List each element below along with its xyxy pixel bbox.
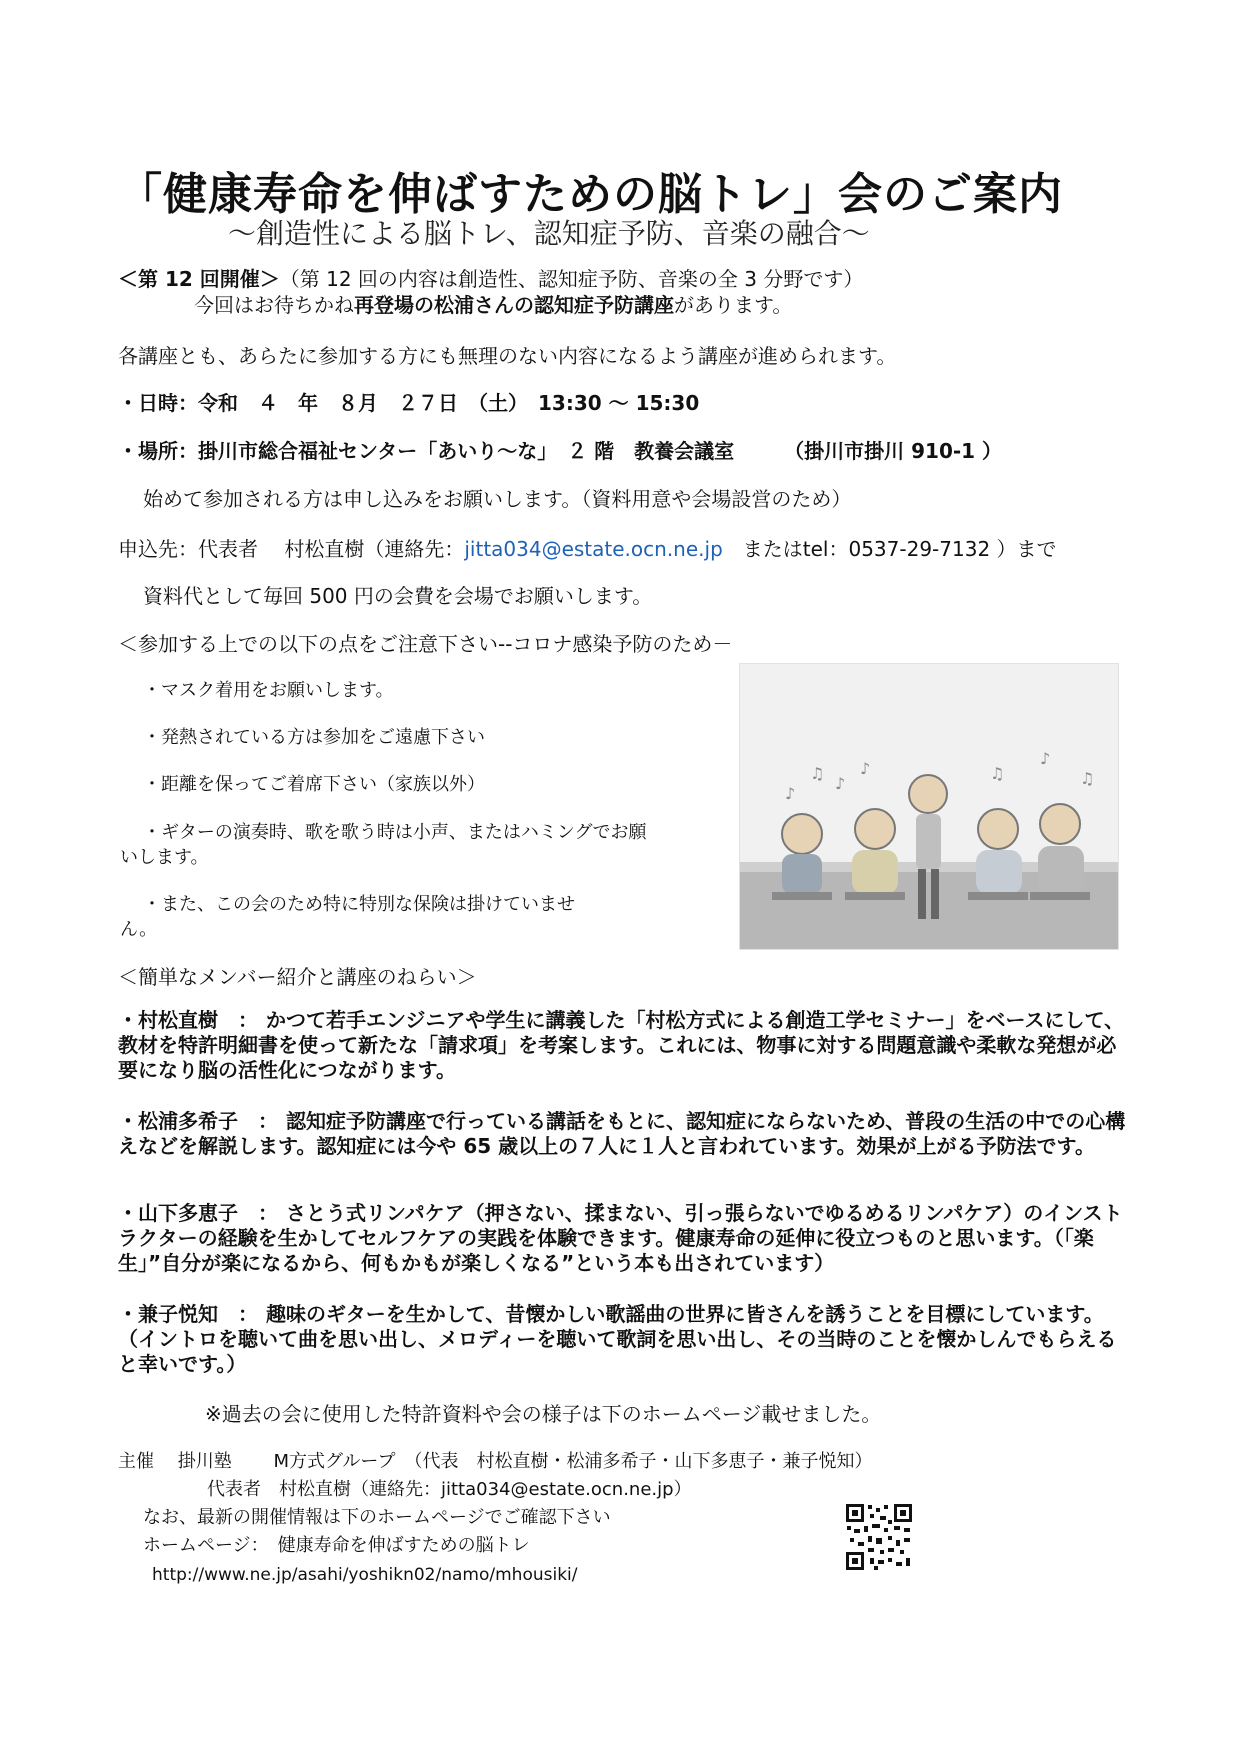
member-intro-1: [118, 1008, 1128, 1083]
homepage-url-link[interactable]: http://www.ne.jp/asahi/yoshikn02/namo/mhousiki/: [152, 1565, 578, 1585]
member-text-2: 認知症予防講座で行っている講話をもとに、認知症にならないため、普段の生活の中での心構えなどを解説します。認知症には今や 65 歳以上の７人に１人と言われています。効果が上がる予防法です。: [118, 1109, 1126, 1158]
svg-text:♪: ♪: [860, 759, 871, 778]
member-intro-3: [118, 1201, 1128, 1276]
members-heading: ＜簡単なメンバー紹介と講座のねらい＞: [118, 965, 477, 989]
latest-info-note: なお、最新の開催情報は下のホームページでご確認下さい: [143, 1507, 611, 1528]
event-place: ・場所：掛川市総合福祉センター「あいり～な」 ２ 階 教養会議室 （掛川市掛川 910-1 ）: [118, 439, 1003, 463]
qr-code: [844, 1502, 914, 1572]
notice-item-distance: ・距離を保ってご着席下さい（家族以外）: [143, 774, 485, 795]
organizer-line: 主催 掛川塾 M方式グループ （代表 村松直樹・松浦多希子・山下多恵子・兼子悦知）: [118, 1451, 873, 1472]
notice-item-guitar-1: ・ギターの演奏時、歌を歌う時は小声、またはハミングでお願: [143, 822, 647, 843]
page-title: 「健康寿命を伸ばすための脳トレ」会のご案内: [118, 169, 1063, 220]
contact-label: 申込先：代表者 村松直樹（連絡先：: [118, 537, 465, 561]
svg-text:♪: ♪: [1040, 749, 1051, 768]
notice-item-insurance-2: ん。: [120, 919, 158, 940]
svg-text:♪: ♪: [785, 784, 796, 803]
event-date: ・日時：令和 ４ 年 ８月 ２７日 （土） 13:30 ～ 15:30: [118, 391, 700, 415]
special-lecture-text-b: があります。: [674, 293, 793, 317]
svg-text:♪: ♪: [835, 774, 846, 793]
member-name-1: ・村松直樹 ：: [118, 1008, 258, 1032]
course-note: 各講座とも、あらたに参加する方にも無理のない内容になるよう講座が進められます。: [118, 344, 897, 368]
notice-heading: ＜参加する上での以下の点をご注意下さい--コロナ感染予防のため－: [118, 632, 733, 656]
member-name-2: ・松浦多希子 ：: [118, 1109, 278, 1133]
special-lecture-text-a: 今回はお待ちかね: [194, 293, 354, 317]
page-subtitle: ～創造性による脳トレ、認知症予防、音楽の融合～: [228, 217, 870, 250]
apply-note: 始めて参加される方は申し込みをお願いします。（資料用意や会場設営のため）: [143, 487, 852, 511]
special-lecture-highlight: 再登場の松浦さんの認知症予防講座: [354, 293, 674, 317]
member-intro-2: [118, 1109, 1128, 1159]
session-description: （第 12 回の内容は創造性、認知症予防、音楽の全 3 分野です）: [279, 267, 864, 291]
member-name-4: ・兼子悦知 ：: [118, 1302, 258, 1326]
member-text-1: かつて若手エンジニアや学生に講義した「村松方式による創造工学セミナー」をベースにして、教材を特許明細書を使って新たな「請求項」を考案します。これには、物事に対する問題意識や柔軟な発想が必要になり脳の活性化につながります。: [118, 1008, 1125, 1082]
notice-item-insurance-1: ・また、この会のため特に特別な保険は掛けていませ: [143, 894, 575, 915]
svg-text:♫: ♫: [810, 764, 825, 783]
past-materials-note: ※過去の会に使用した特許資料や会の様子は下のホームページ載せました。: [205, 1402, 882, 1426]
notice-item-fever: ・発熱されている方は参加をご遠慮下さい: [143, 727, 485, 748]
fee-note: 資料代として毎回 500 円の会費を会場でお願いします。: [143, 584, 653, 608]
special-lecture-line: [194, 289, 792, 318]
singing-group-illustration: [739, 663, 1119, 950]
member-text-3: さとう式リンパケア（押さない、揉まない、引っ張らないでゆるめるリンパケア）のインストラクターの経験を生かしてセルフケアの実践を体験できます。健康寿命の延伸に役立つものと思います。（「楽生」”自分が楽になるから、何もかもが楽しくなる”という本も出されています）: [118, 1201, 1123, 1275]
notice-item-guitar-2: いします。: [120, 847, 209, 868]
svg-text:♫: ♫: [1080, 769, 1095, 788]
session-line: [118, 263, 863, 292]
contact-email-link[interactable]: jitta034@estate.ocn.ne.jp: [464, 537, 723, 561]
member-text-4: 趣味のギターを生かして、昔懐かしい歌謡曲の世界に皆さんを誘うことを目標にしています。（イントロを聴いて曲を思い出し、メロディーを聴いて歌詞を思い出し、その当時のことを懐かしんでもらえると幸いです。）: [118, 1302, 1117, 1376]
contact-line: [118, 533, 1057, 562]
member-name-3: ・山下多恵子 ：: [118, 1201, 278, 1225]
homepage-line: ホームページ： 健康寿命を伸ばすための脳トレ: [143, 1535, 530, 1556]
contact-tel: またはtel：0537-29-7132 ）まで: [722, 537, 1057, 561]
session-number: ＜第 12 回開催＞: [118, 267, 280, 291]
member-intro-4: [118, 1302, 1128, 1377]
svg-text:♫: ♫: [990, 764, 1005, 783]
representative-line: 代表者 村松直樹（連絡先：jitta034@estate.ocn.ne.jp）: [207, 1479, 692, 1500]
notice-item-mask: ・マスク着用をお願いします。: [143, 680, 394, 701]
